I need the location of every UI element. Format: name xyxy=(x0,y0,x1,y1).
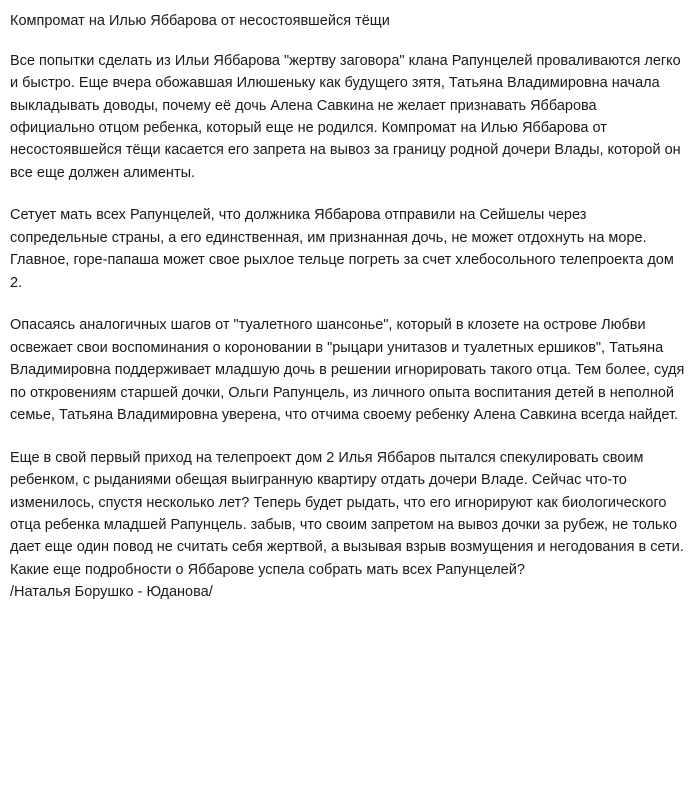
article-paragraph-1: Все попытки сделать из Ильи Яббарова "жертву заговора" клана Рапунцелей проваливаются легко и быстро. Еще вчера обожавшая Илюшеньку как будущего зятя, Татьяна Владимировна начала выкладывать доводы, почему её дочь Алена Савкина не желает признавать Яббарова официально отцом ребенка, который еще не родился. Компромат на Илью Яббарова от несостоявшейся тёщи касается его запрета на вывоз за границу родной дочери Влады, которой он все еще должен алименты. xyxy=(10,52,681,181)
article-paragraph-2: Сетует мать всех Рапунцелей, что должника Яббарова отправили на Сейшелы через сопредельные страны, а его единственная, им признанная дочь, не может отдохнуть на море. Главное, горе-папаша может свое рыхлое тельце погреть за счет хлебосольного телепроекта дом 2. xyxy=(10,207,674,291)
article-body xyxy=(10,50,685,582)
article-signature: /Наталья Борушко - Юданова/ xyxy=(10,584,213,601)
article-title: Компромат на Илью Яббарова от несостоявшейся тёщи xyxy=(10,13,390,29)
article-paragraph-3: Опасаясь аналогичных шагов от "туалетного шансонье", который в клозете на острове Любви освежает свои воспоминания о короновании в "рыцари унитазов и туалетных ершиков", Татьяна Владимировна поддерживает младшую дочь в решении игнорировать такого отца. Тем более, судя по откровениям старшей дочки, Ольги Рапунцель, из личного опыта воспитания детей в неполной семье, Татьяна Владимировна уверена, что отчима своему ребенку Алена Савкина всегда найдет. xyxy=(10,317,685,424)
article-paragraph-4: Еще в свой первый приход на телепроект дом 2 Илья Яббаров пытался спекулировать своим ребенком, с рыданиями обещая выигранную квартиру отдать дочери Владе. Сейчас что-то изменилось, спустя несколько лет? Теперь будет рыдать, что его игнорируют как биологического отца ребенка младшей Рапунцель. забыв, что своим запретом на вывоз дочки за рубеж, не только дает еще один повод не считать себя жертвой, а вызывая взрыв возмущения и негодования в сети. Какие еще подробности о Яббарове успела собрать мать всех Рапунцелей? xyxy=(10,449,684,578)
